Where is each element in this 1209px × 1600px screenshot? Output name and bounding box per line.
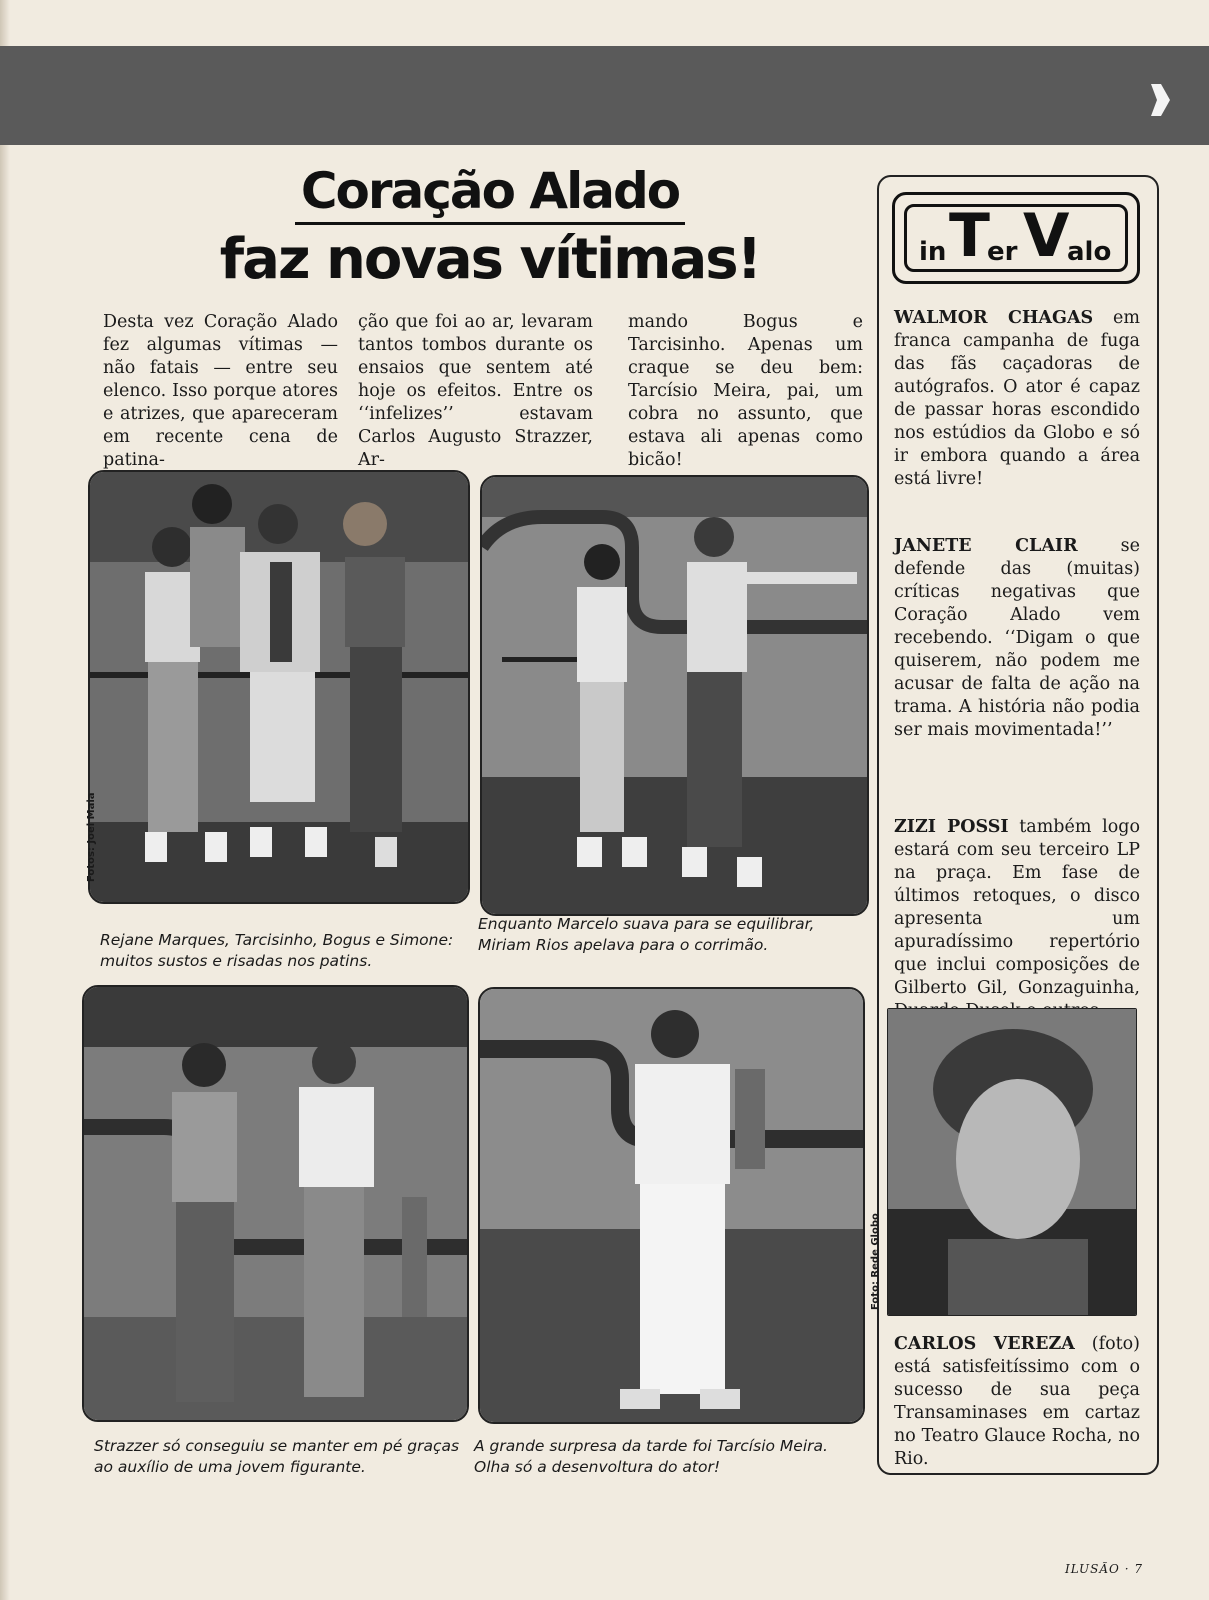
page-edge-shadow <box>0 0 10 1600</box>
logo-part-t: T <box>949 201 990 271</box>
sidebar-name: CARLOS VEREZA <box>894 1334 1075 1354</box>
intervalo-logo <box>892 192 1140 284</box>
sidebar-item-walmor <box>894 307 1140 491</box>
photo-credit: Fotos: Joel Maia <box>86 792 97 882</box>
photo-carlos-vereza <box>887 1008 1137 1316</box>
sidebar-text: em franca campanha de fuga das fãs caçadoras de autógrafos. O ator é capaz de passar horas escondido nos estúdios da Globo e só ir embora quando a área está livre! <box>894 308 1141 489</box>
logo-part-alo: alo <box>1067 237 1112 267</box>
logo-part-er: er <box>987 237 1018 267</box>
article-column-3: mando Bogus e Tarcisinho. Apenas um craque se deu bem: Tarcísio Meira, pai, um cobra no assunto, que estava ali apenas como bicão! <box>628 312 863 470</box>
logo-part-in: in <box>919 237 947 267</box>
sidebar-item-janete <box>894 535 1140 742</box>
caption-photo-4: A grande surpresa da tarde foi Tarcísio Meira. Olha só a desenvoltura do ator! <box>474 1437 828 1476</box>
sidebar-item-zizi <box>894 816 1140 1023</box>
sidebar-item-carlos <box>894 1333 1140 1471</box>
article-column-1: Desta vez Coração Alado fez algumas vítimas — não fatais — entre seu elenco. Isso porque atores e atrizes, que apareceram em recente cena de patina- <box>103 312 338 470</box>
photo-skaters-railing <box>480 475 869 916</box>
sidebar-name: JANETE CLAIR <box>894 536 1078 556</box>
photo-skaters-group <box>88 470 470 904</box>
headline-line-1: Coração Alado <box>295 162 685 225</box>
caption-photo-2: Enquanto Marcelo suava para se equilibrar, Miriam Rios apelava para o corrimão. <box>478 915 815 954</box>
headline <box>210 162 770 295</box>
sidebar-text: também logo estará com seu terceiro LP na praça. Em fase de últimos retoques, o disco apresenta um apuradíssimo repertório que inclui composições de Gilberto Gil, Gonzaguinha, <box>894 817 1140 998</box>
logo-part-v: V <box>1023 201 1070 271</box>
header-band <box>0 46 1209 145</box>
article-column-2: ção que foi ao ar, levaram tantos tombos durante os ensaios que sentem até hoje os efeitos. Entre os ‘‘infelizes’’ estavam Carlos Augusto Strazzer, Ar- <box>358 312 593 470</box>
headline-line-2: faz novas vítimas! <box>219 227 761 292</box>
sidebar-name: ZIZI POSSI <box>894 817 1009 837</box>
sidebar-photo-credit: Foto: Rede Globo <box>870 1213 881 1310</box>
caption-photo-3: Strazzer só conseguiu se manter em pé graças ao auxílio de uma jovem figurante. <box>94 1437 460 1476</box>
sidebar-text: (foto) está satisfeitíssimo com o sucesso de sua peça Transaminases em cartaz no Teatro Glauce Rocha, no Rio. <box>894 1334 1140 1469</box>
page-footer: ILUSÃO · 7 <box>1065 1562 1143 1576</box>
intervalo-logo-inner <box>904 201 1128 272</box>
caption-photo-1: Rejane Marques, Tarcisinho, Bogus e Simone: muitos sustos e risadas nos patins. <box>100 931 454 970</box>
arrow-right-icon <box>1149 80 1171 120</box>
photo-strazzer <box>82 985 469 1422</box>
photo-tarcisio-meira <box>478 987 865 1424</box>
sidebar-name: WALMOR CHAGAS <box>894 308 1094 328</box>
sidebar-text: se defende das (muitas) críticas negativas que Coração Alado vem recebendo. ‘‘Digam o que quiserem, não podem me acusar de falta de ação na trama. A história não podia ser mais movimentada!’’ <box>894 536 1140 740</box>
